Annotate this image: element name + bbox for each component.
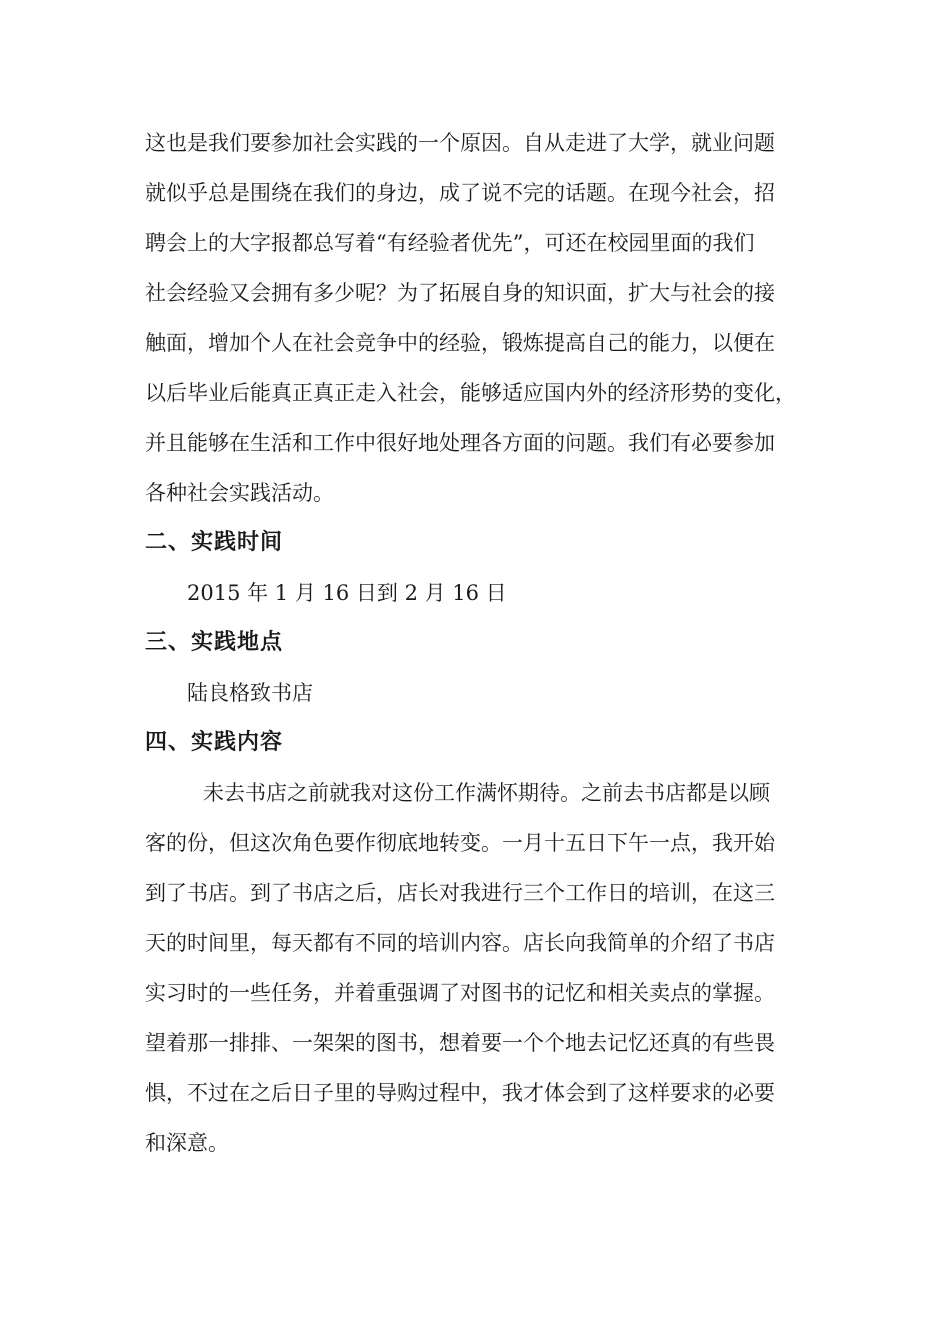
heading-practice-time: 二、实践时间	[145, 530, 284, 555]
text-line: 并且能够在生活和工作中很好地处理各方面的问题。我们有必要参加	[145, 431, 775, 455]
document-body	[145, 118, 810, 1168]
text-line: 和深意。	[145, 1131, 229, 1155]
text-line: 天的时间里，每天都有不同的培训内容。店长向我简单的介绍了书店	[145, 931, 775, 955]
practice-time-text: 2015 年 1 月 16 日到 2 月 16 日	[187, 581, 507, 605]
heading-practice-location: 三、实践地点	[145, 630, 284, 655]
text-line: 这也是我们要参加社会实践的一个原因。自从走进了大学，就业问题	[145, 131, 775, 155]
text-line: 客的份，但这次角色要作彻底地转变。一月十五日下午一点，我开始	[145, 831, 775, 855]
text-line: 就似乎总是围绕在我们的身边，成了说不完的话题。在现今社会，招	[145, 181, 775, 205]
text-line: 以后毕业后能真正真正走入社会，能够适应国内外的经济形势的变化，	[145, 381, 796, 405]
text-line: 未去书店之前就我对这份工作满怀期待。之前去书店都是以顾	[203, 781, 770, 805]
text-line: 触面，增加个人在社会竞争中的经验，锻炼提高自己的能力，以便在	[145, 331, 775, 355]
paragraph-background	[145, 118, 810, 518]
text-line: 惧，不过在之后日子里的导购过程中，我才体会到了这样要求的必要	[145, 1081, 775, 1105]
text-line: 各种社会实践活动。	[145, 481, 334, 505]
text-line: 社会经验又会拥有多少呢？为了拓展自身的知识面，扩大与社会的接	[145, 281, 775, 305]
paragraph-practice-content	[145, 768, 810, 1168]
text-line: 实习时的一些任务，并着重强调了对图书的记忆和相关卖点的掌握。	[145, 981, 775, 1005]
text-line: 聘会上的大字报都总写着“有经验者优先”，可还在校园里面的我们	[145, 231, 755, 255]
text-line: 望着那一排排、一架架的图书，想着要一个个地去记忆还真的有些畏	[145, 1031, 775, 1055]
practice-location-text: 陆良格致书店	[187, 681, 313, 705]
text-line: 到了书店。到了书店之后，店长对我进行三个工作日的培训，在这三	[145, 881, 775, 905]
heading-practice-content: 四、实践内容	[145, 730, 284, 755]
